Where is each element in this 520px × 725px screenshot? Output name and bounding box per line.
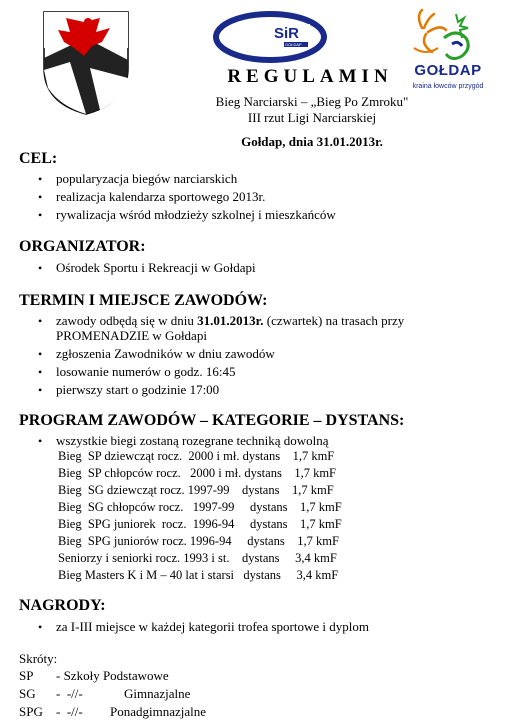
section-heading-cel: CEL:: [19, 150, 58, 167]
list-item-continuation: PROMENADZIE w Gołdapi: [56, 328, 207, 343]
abbreviation-ditto: - -//-: [56, 686, 83, 701]
category-row: Bieg SPG juniorek rocz. 1996-94 dystans 1,7 kmF: [58, 517, 342, 531]
sir-logo-small: GOŁDAP: [285, 42, 302, 47]
category-row: Bieg SG chłopców rocz. 1997-99 dystans 1,7 kmF: [58, 500, 342, 514]
section-heading-organizator: ORGANIZATOR:: [19, 238, 146, 255]
bullet: •: [38, 620, 43, 634]
category-row: Seniorzy i seniorki rocz. 1993 i st. dystans 3,4 kmF: [58, 551, 337, 565]
termin-date: 31.01.2013r.: [197, 313, 264, 328]
category-row: Bieg SP chłopców rocz. 2000 i mł. dystans 1,7 kmF: [58, 466, 336, 480]
document-subtitle-2: III rzut Ligi Narciarskiej: [247, 110, 377, 125]
abbreviation-code: SG: [19, 686, 36, 701]
goldap-logo-tagline: kraina łowców przygód: [412, 83, 484, 90]
category-row: Bieg SPG juniorów rocz. 1996-94 dystans 1,7 kmF: [58, 534, 339, 548]
abbreviation-meaning: - Szkoły Podstawowe: [56, 668, 169, 683]
list-item: za I-III miejsce w każdej kategorii trofea sportowe i dyplom: [56, 619, 369, 634]
list-item: rywalizacja wśród młodzieży szkolnej i mieszkańców: [56, 207, 336, 222]
abbreviation-code: SP: [19, 668, 34, 683]
list-item: [56, 313, 404, 329]
bullet: •: [38, 383, 43, 397]
abbreviation-meaning: Ponadgimnazjalne: [110, 704, 207, 719]
sir-logo: [212, 10, 328, 64]
category-row: Bieg Masters K i M – 40 lat i starsi dystans 3,4 kmF: [58, 568, 339, 582]
list-item: pierwszy start o godzinie 17:00: [56, 382, 220, 397]
goldap-logo-word: GOŁDAP: [414, 62, 482, 79]
list-item: wszystkie biegi zostaną rozegrane techniką dowolną: [56, 433, 329, 448]
bullet: •: [38, 261, 43, 275]
list-item: Ośrodek Sportu i Rekreacji w Gołdapi: [56, 260, 256, 275]
list-item: losowanie numerów o godz. 16:45: [56, 364, 236, 379]
bullet: •: [38, 347, 43, 361]
category-row: Bieg SP dziewcząt rocz. 2000 i mł. dystans 1,7 kmF: [58, 449, 335, 463]
list-item: realizacja kalendarza sportowego 2013r.: [56, 189, 266, 204]
abbreviation-code: SPG: [19, 704, 43, 719]
abbreviations-heading: Skróty:: [19, 651, 58, 666]
abbreviation-ditto: - -//-: [56, 704, 83, 719]
section-heading-nagrody: NAGRODY:: [19, 597, 106, 614]
abbreviation-meaning: Gimnazjalne: [124, 686, 191, 701]
termin-text-pre: zawody odbędą się w dniu: [56, 313, 198, 328]
list-item: popularyzacja biegów narciarskich: [56, 171, 238, 186]
category-row: Bieg SG dziewcząt rocz. 1997-99 dystans 1,7 kmF: [58, 483, 334, 497]
list-item: zgłoszenia Zawodników w dniu zawodów: [56, 346, 275, 361]
document-subtitle: Bieg Narciarski – „Bieg Po Zmroku": [215, 94, 409, 109]
bullet: •: [38, 314, 43, 328]
termin-text-post: (czwartek) na trasach przy: [263, 313, 405, 328]
bullet: •: [38, 365, 43, 379]
section-heading-termin: TERMIN I MIEJSCE ZAWODÓW:: [19, 292, 268, 309]
bullet: •: [38, 190, 43, 204]
document-title: REGULAMIN: [227, 66, 393, 87]
bullet: •: [38, 434, 43, 448]
sir-logo-text: SiR: [274, 25, 300, 42]
bullet: •: [38, 172, 43, 186]
section-heading-program: PROGRAM ZAWODÓW – KATEGORIE – DYSTANS:: [19, 412, 405, 429]
bullet: •: [38, 208, 43, 222]
place-date: Gołdap, dnia 31.01.2013r.: [241, 134, 383, 149]
